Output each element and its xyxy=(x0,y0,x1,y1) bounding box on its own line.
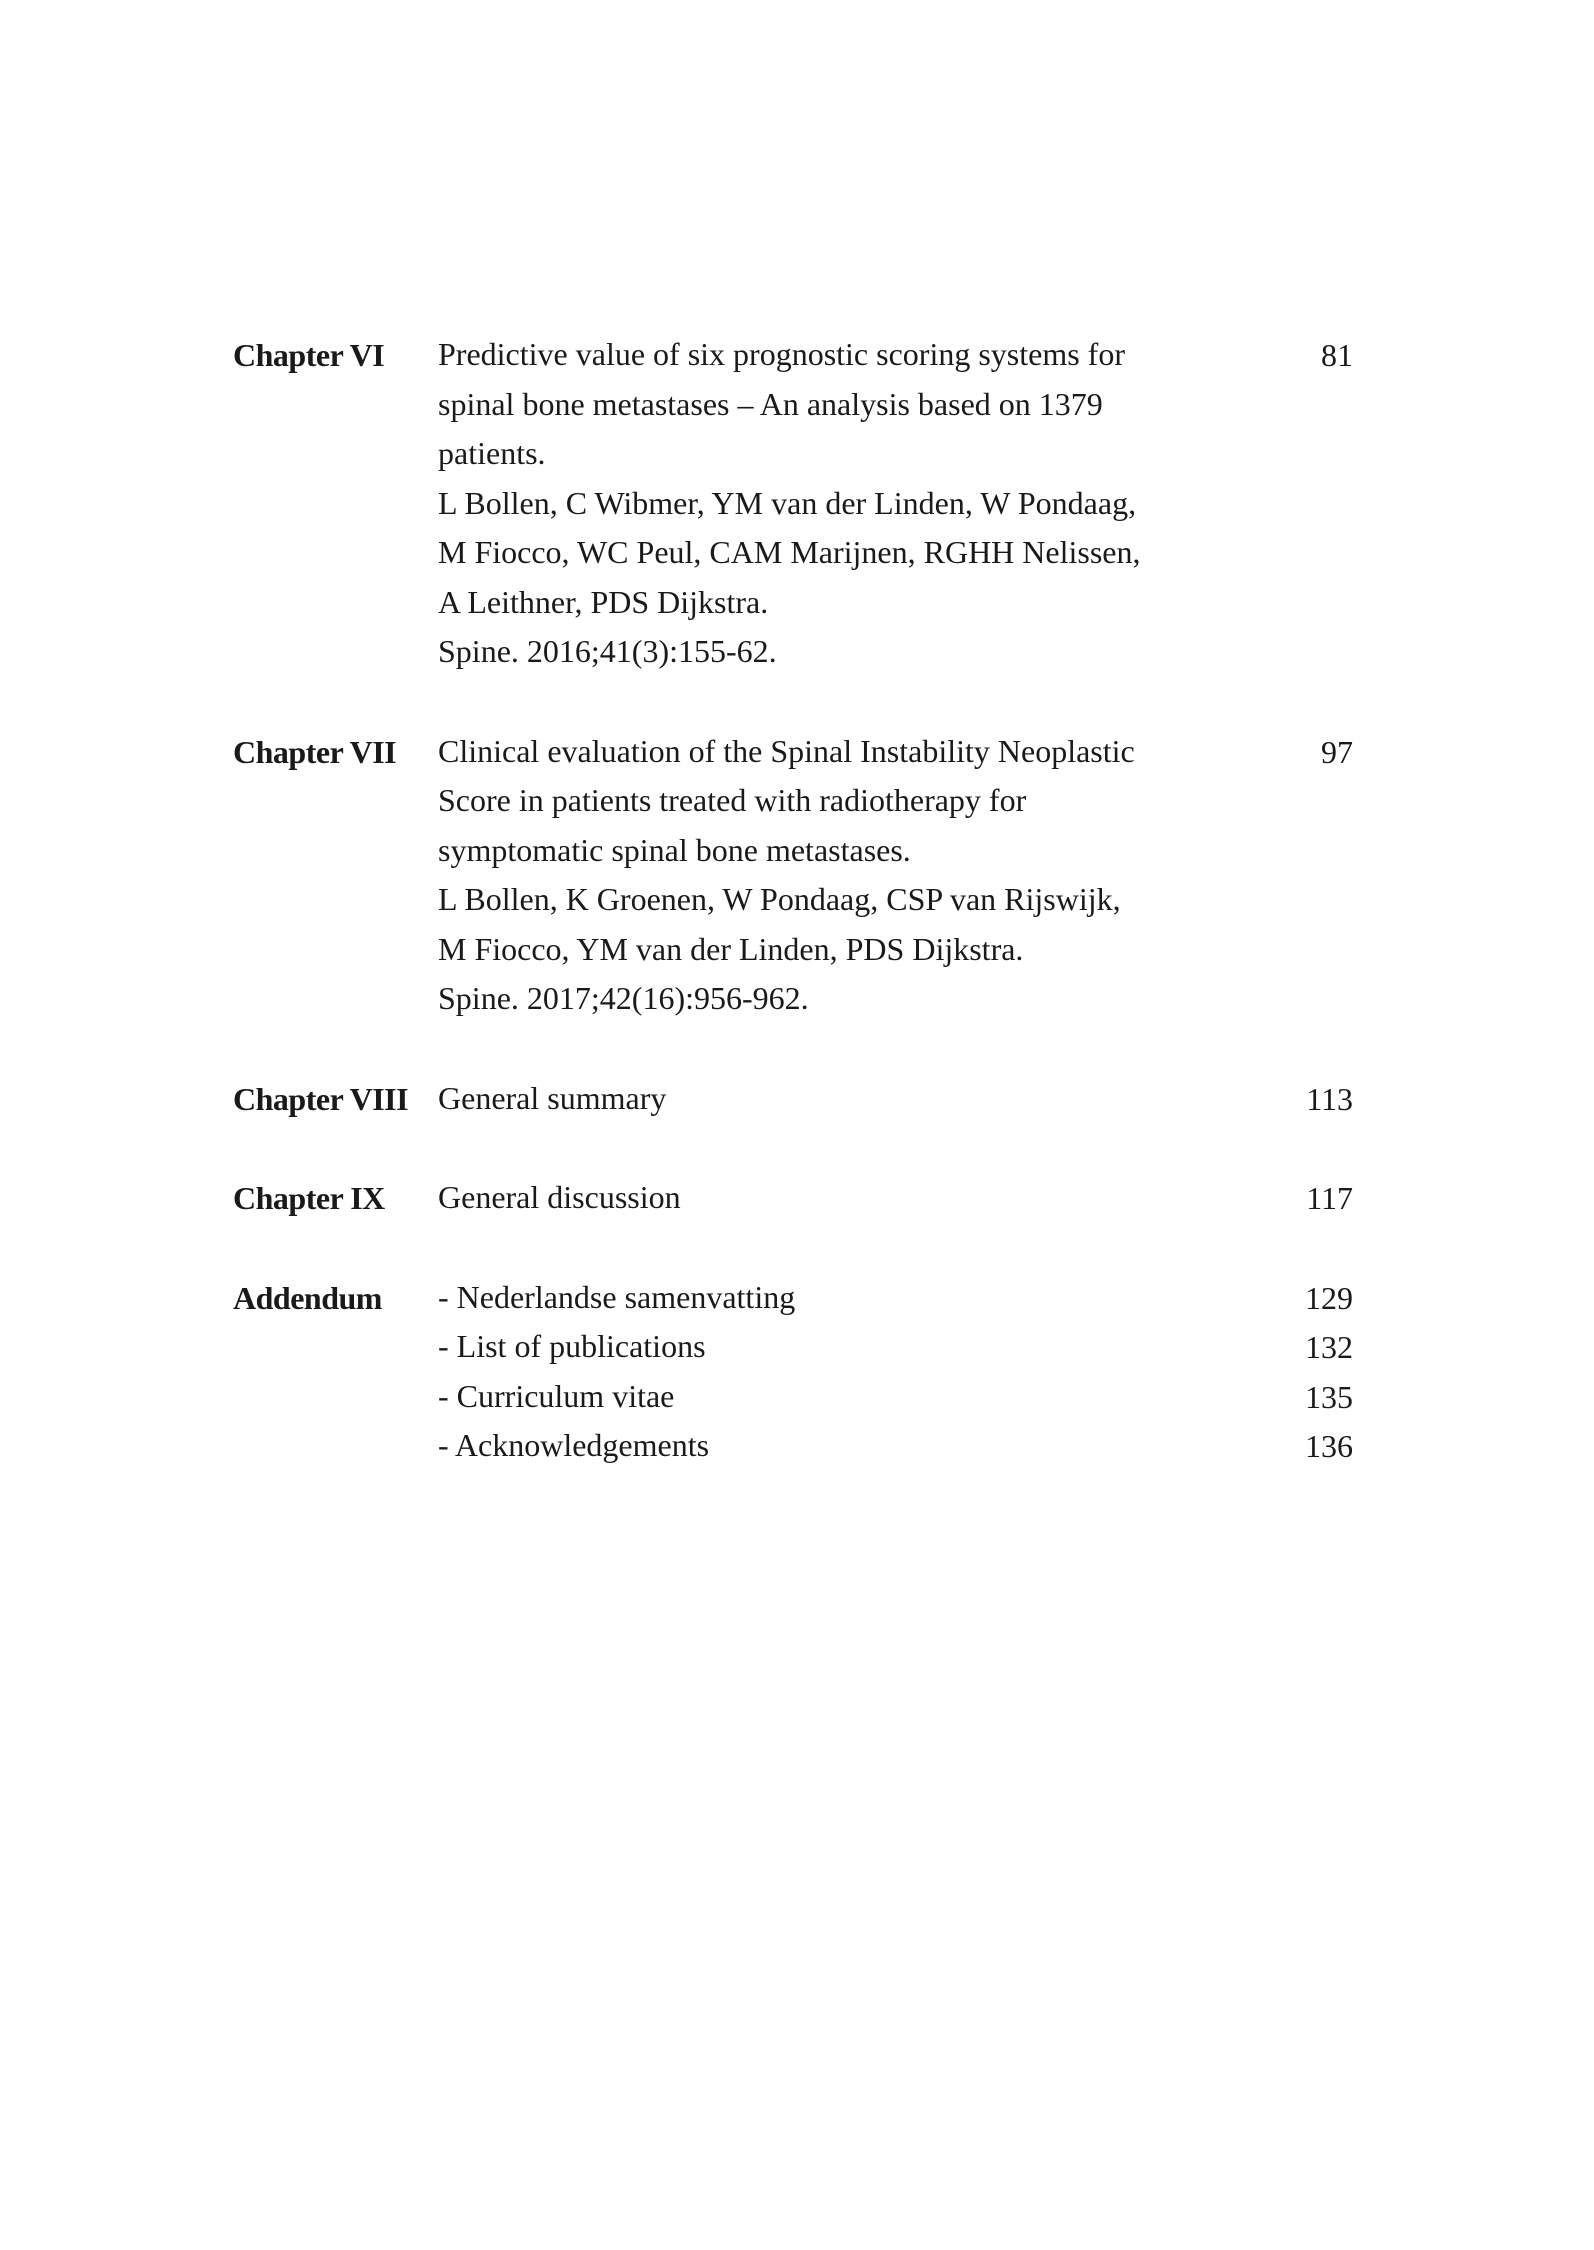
chapter-label: Chapter IX xyxy=(233,1180,385,1216)
page-number: 136 xyxy=(1305,1428,1353,1464)
entry-body xyxy=(438,1173,1198,1223)
page-number: 132 xyxy=(1305,1329,1353,1365)
entry-title-line: patients. xyxy=(438,435,546,471)
chapter-label: Chapter VIII xyxy=(233,1080,409,1117)
entry-citation: Spine. 2017;42(16):956-962. xyxy=(438,980,809,1016)
chapter-label: Chapter VI xyxy=(233,337,385,373)
entry-title-line: - Nederlandse samenvatting xyxy=(438,1278,796,1315)
entry-title-line: - Curriculum vitae xyxy=(438,1377,675,1414)
entry-body xyxy=(438,1074,1198,1124)
page-number: 113 xyxy=(1306,1080,1353,1117)
toc-entry-addendum xyxy=(233,1273,1353,1471)
entry-authors-line: L Bollen, K Groenen, W Pondaag, CSP van Rijswijk, xyxy=(438,881,1121,917)
entry-authors-line: M Fiocco, WC Peul, CAM Marijnen, RGHH Nelissen, xyxy=(438,534,1141,570)
table-of-contents xyxy=(233,330,1353,1521)
toc-entry-chapter-viii xyxy=(233,1074,1353,1124)
entry-title-line: Predictive value of six prognostic scoring systems for xyxy=(438,336,1125,372)
entry-title-line: Score in patients treated with radiotherapy for xyxy=(438,782,1027,818)
addendum-item xyxy=(233,1273,1353,1323)
entry-title-line: symptomatic spinal bone metastases. xyxy=(438,831,911,868)
entry-title-line: - Acknowledgements xyxy=(438,1427,710,1463)
chapter-label: Addendum xyxy=(233,1279,382,1316)
page-number: 81 xyxy=(1321,337,1353,373)
page-number: 135 xyxy=(1305,1378,1353,1415)
page-number: 129 xyxy=(1305,1279,1353,1316)
addendum-item xyxy=(233,1421,1353,1471)
entry-title-line: Clinical evaluation of the Spinal Instability Neoplastic xyxy=(438,732,1135,769)
entry-title-line: - List of publications xyxy=(438,1328,706,1364)
page-number: 97 xyxy=(1321,733,1353,770)
entry-citation: Spine. 2016;41(3):155-62. xyxy=(438,633,777,669)
addendum-item xyxy=(233,1322,1353,1372)
addendum-item xyxy=(233,1372,1353,1422)
page-number: 117 xyxy=(1306,1180,1353,1216)
toc-entry-chapter-ix xyxy=(233,1173,1353,1223)
entry-title-line: General discussion xyxy=(438,1179,681,1215)
chapter-label: Chapter VII xyxy=(233,733,397,770)
entry-title-line: General summary xyxy=(438,1079,667,1116)
entry-authors-line: M Fiocco, YM van der Linden, PDS Dijkstra. xyxy=(438,930,1024,967)
entry-body xyxy=(438,330,1198,677)
toc-entry-chapter-vi xyxy=(233,330,1353,677)
toc-entry-chapter-vii xyxy=(233,727,1353,1024)
entry-body xyxy=(438,727,1198,1024)
entry-authors-line: A Leithner, PDS Dijkstra. xyxy=(438,583,769,620)
entry-title-line: spinal bone metastases – An analysis based on 1379 xyxy=(438,385,1103,422)
entry-authors-line: L Bollen, C Wibmer, YM van der Linden, W Pondaag, xyxy=(438,484,1137,521)
